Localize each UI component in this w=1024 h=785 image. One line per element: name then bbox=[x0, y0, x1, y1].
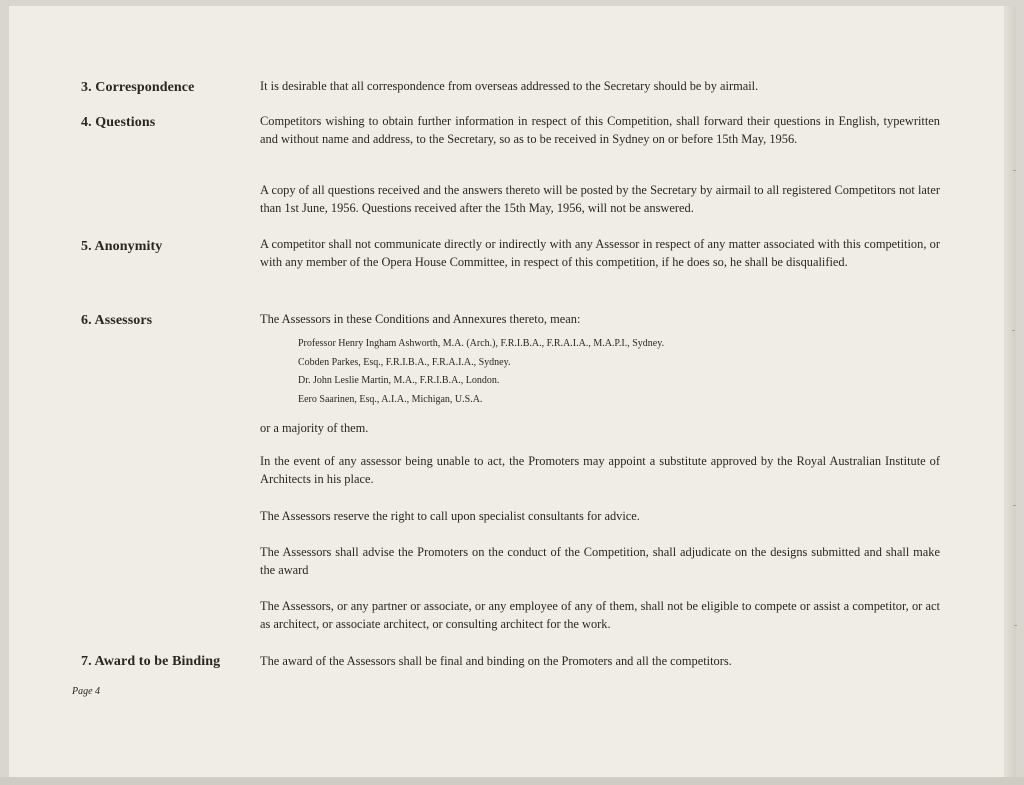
assessor-ashworth: Professor Henry Ingham Ashworth, M.A. (Arch.), F.R.I.B.A., F.R.A.I.A., M.A.P.I., Sydney. bbox=[298, 338, 665, 349]
heading-award-binding: 7. Award to be Binding bbox=[81, 654, 221, 669]
edge-tick bbox=[1013, 505, 1016, 506]
edge-tick bbox=[1012, 330, 1015, 331]
paragraph-eligibility: The Assessors, or any partner or associate, or any employee of any of them, shall not be eligible to compete or assist a competitor, or act as architect, or associate architect, or consulting architect for the work. bbox=[260, 599, 940, 631]
edge-tick bbox=[1013, 170, 1016, 171]
paragraph-majority: or a majority of them. bbox=[260, 421, 369, 435]
edge-tick bbox=[1014, 625, 1017, 626]
paragraph-award-binding: The award of the Assessors shall be final and binding on the Promoters and all the competitors. bbox=[260, 654, 732, 668]
page-edge bbox=[1004, 6, 1016, 778]
bottom-strip bbox=[0, 777, 1024, 785]
heading-questions: 4. Questions bbox=[81, 115, 156, 130]
assessor-parkes: Cobden Parkes, Esq., F.R.I.B.A., F.R.A.I.A., Sydney. bbox=[298, 357, 511, 368]
paragraph-correspondence: It is desirable that all correspondence from overseas addressed to the Secretary should be by airmail. bbox=[260, 79, 759, 93]
paragraph-assessors-intro: The Assessors in these Conditions and Annexures thereto, mean: bbox=[260, 312, 581, 326]
paragraph-questions-1: Competitors wishing to obtain further information in respect of this Competition, shall forward their questions in English, typewritten and without name and address, to the Secretary, so as to be received in Sydney on or before 15th May, 1956. bbox=[260, 114, 940, 146]
paragraph-questions-2: A copy of all questions received and the answers thereto will be posted by the Secretary by airmail to all registered Competitors not later than 1st June, 1956. Questions received after the 15th May, 1956, will not be answered. bbox=[260, 183, 940, 215]
paragraph-substitute: In the event of any assessor being unable to act, the Promoters may appoint a substitute approved by the Royal Australian Institute of Architects in his place. bbox=[260, 454, 940, 486]
heading-correspondence: 3. Correspondence bbox=[81, 80, 195, 95]
assessor-saarinen: Eero Saarinen, Esq., A.I.A., Michigan, U.S.A. bbox=[298, 394, 483, 405]
paragraph-advise: The Assessors shall advise the Promoters on the conduct of the Competition, shall adjudicate on the designs submitted and shall make the award bbox=[260, 545, 940, 577]
heading-anonymity: 5. Anonymity bbox=[81, 239, 163, 254]
paragraph-anonymity: A competitor shall not communicate directly or indirectly with any Assessor in respect of any matter associated with this competition, or with any member of the Opera House Committee, in respect of this competition, if he does so, he shall be disqualified. bbox=[260, 237, 940, 269]
page-number: Page 4 bbox=[72, 686, 101, 697]
paragraph-consultants: The Assessors reserve the right to call upon specialist consultants for advice. bbox=[260, 509, 640, 523]
heading-assessors: 6. Assessors bbox=[81, 313, 153, 328]
assessor-martin: Dr. John Leslie Martin, M.A., F.R.I.B.A., London. bbox=[298, 375, 500, 386]
